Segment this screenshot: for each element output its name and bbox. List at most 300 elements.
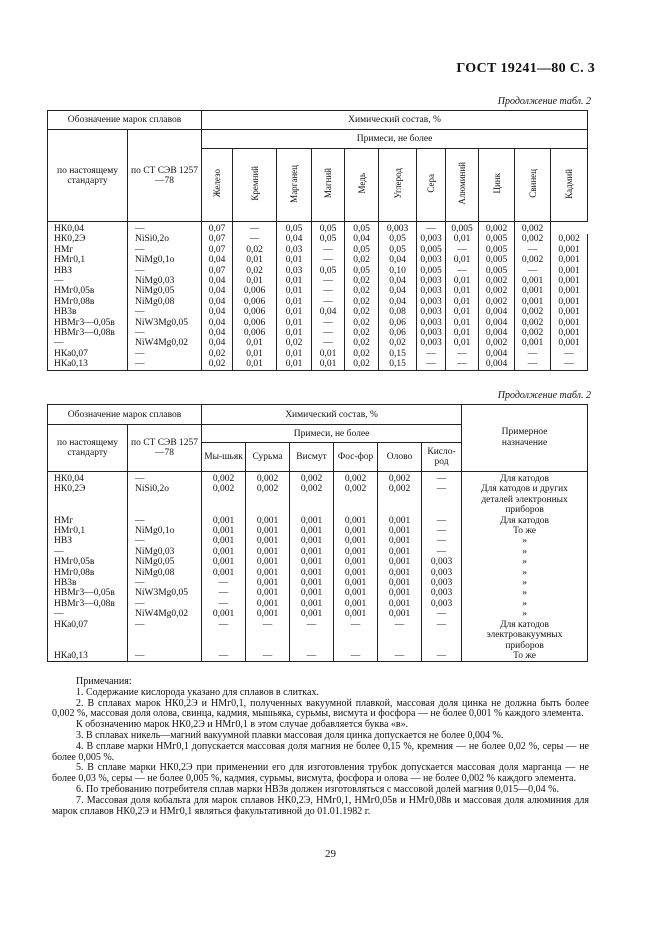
column-header-6 <box>417 149 446 222</box>
table-row <box>48 651 588 662</box>
value-cell: 0,002 <box>202 472 246 485</box>
value-cell: 0,006 <box>233 307 277 317</box>
value-cell: 0,001 <box>246 609 290 619</box>
value-cell: 0,004 <box>479 359 515 370</box>
value-cell: 0,001 <box>378 599 422 609</box>
value-cell: 0,001 <box>515 297 551 307</box>
value-cell: 0,001 <box>290 568 334 578</box>
current-standard-header: по настоящему стандарту <box>48 130 128 222</box>
grade-name: НВЗ <box>48 266 128 276</box>
sev-grade: NiMg0,03 <box>128 547 202 557</box>
value-cell: — <box>202 578 246 588</box>
value-cell: — <box>290 620 334 651</box>
value-cell: 0,001 <box>515 286 551 296</box>
grade-name: НМг0,05в <box>48 557 128 567</box>
value-cell: 0,001 <box>290 536 334 546</box>
value-cell: 0,01 <box>233 349 277 359</box>
value-cell: 0,01 <box>312 359 345 370</box>
current-standard-header: по настоящему стандарту <box>48 425 128 472</box>
value-cell: 0,01 <box>277 328 312 338</box>
value-cell: 0,04 <box>379 276 417 286</box>
table-bottom <box>48 662 588 663</box>
value-cell: 0,01 <box>446 318 479 328</box>
grade-name: НК0,04 <box>48 472 128 485</box>
grade-name: НКа0,07 <box>48 349 128 359</box>
purpose-cell <box>462 568 588 578</box>
value-cell: 0,01 <box>233 255 277 265</box>
grade-name: НМг <box>48 516 128 526</box>
value-cell: — <box>422 651 462 662</box>
column-label: Медь <box>356 173 367 194</box>
value-cell: 0,002 <box>479 276 515 286</box>
note-item: 1. Содержание кислорода указано для сплавов в слитках. <box>76 686 319 698</box>
composition-header: Химический состав, % <box>202 111 588 130</box>
value-cell: 0,001 <box>334 609 378 619</box>
grade-header: Обозначение марок сплавов <box>48 405 202 425</box>
sev-grade: — <box>128 620 202 651</box>
value-cell: 0,05 <box>312 234 345 244</box>
value-cell: 0,001 <box>334 516 378 526</box>
value-cell: 0,001 <box>290 578 334 588</box>
grade-name: НК0,2Э <box>48 484 128 515</box>
column-header-3 <box>312 149 345 222</box>
value-cell: 0,001 <box>551 266 588 276</box>
value-cell: 0,001 <box>290 516 334 526</box>
value-cell: 0,003 <box>422 568 462 578</box>
notes-title: Примечания: <box>76 676 132 687</box>
value-cell: 0,01 <box>277 359 312 370</box>
table-row <box>48 557 588 567</box>
value-cell: 0,02 <box>345 297 379 307</box>
value-cell: 0,15 <box>379 349 417 359</box>
notes <box>52 677 589 817</box>
value-cell: 0,002 <box>202 484 246 515</box>
column-header-8 <box>479 149 515 222</box>
value-cell: 0,001 <box>290 609 334 619</box>
grade-name: — <box>48 276 128 286</box>
purpose-text: То же <box>513 650 536 661</box>
column-label: Свинец <box>527 169 538 198</box>
value-cell: 0,07 <box>202 234 233 244</box>
value-cell: 0,001 <box>551 286 588 296</box>
value-cell: 0,002 <box>479 338 515 348</box>
value-cell: 0,01 <box>277 318 312 328</box>
grade-name: НКа0,13 <box>48 651 128 662</box>
purpose-text: Для катодов <box>500 515 550 526</box>
value-cell: 0,001 <box>334 588 378 598</box>
value-cell: 0,01 <box>277 349 312 359</box>
value-cell: 0,02 <box>345 318 379 328</box>
table-row <box>48 547 588 557</box>
table-row <box>48 599 588 609</box>
value-cell: 0,001 <box>334 599 378 609</box>
value-cell: 0,03 <box>277 245 312 255</box>
column-label: Углерод <box>392 168 403 199</box>
value-cell: 0,001 <box>246 557 290 567</box>
value-cell: 0,04 <box>202 318 233 328</box>
value-cell: 0,003 <box>417 234 446 244</box>
value-cell: — <box>422 526 462 536</box>
value-cell: — <box>515 266 551 276</box>
value-cell: 0,05 <box>379 245 417 255</box>
value-cell: — <box>246 620 290 651</box>
table-row <box>48 222 588 235</box>
purpose-text: » <box>522 578 527 589</box>
value-cell: — <box>312 338 345 348</box>
column-header-5: Кисло-род <box>422 443 462 472</box>
value-cell: 0,001 <box>334 536 378 546</box>
value-cell: 0,005 <box>479 255 515 265</box>
table-row <box>48 588 588 598</box>
value-cell: 0,02 <box>379 338 417 348</box>
value-cell: 0,001 <box>290 547 334 557</box>
column-header-1 <box>233 149 277 222</box>
table-row <box>48 276 588 286</box>
value-cell: — <box>312 245 345 255</box>
sev-grade: — <box>128 651 202 662</box>
table-row <box>48 349 588 359</box>
value-cell: 0,05 <box>312 266 345 276</box>
purpose-cell <box>462 484 588 515</box>
column-header-0 <box>202 149 233 222</box>
value-cell: 0,001 <box>551 297 588 307</box>
value-cell: 0,003 <box>417 276 446 286</box>
value-cell: 0,004 <box>479 349 515 359</box>
sev-grade: — <box>128 472 202 485</box>
grade-name: — <box>48 338 128 348</box>
sev-grade: NiSi0,2о <box>128 484 202 515</box>
value-cell: 0,01 <box>446 276 479 286</box>
value-cell: 0,01 <box>277 255 312 265</box>
value-cell: — <box>378 651 422 662</box>
purpose-text: » <box>522 567 527 578</box>
value-cell: 0,002 <box>479 222 515 235</box>
value-cell: 0,003 <box>422 557 462 567</box>
column-header-3: Фос-фор <box>334 443 378 472</box>
value-cell: 0,002 <box>479 286 515 296</box>
value-cell: 0,01 <box>277 276 312 286</box>
value-cell: 0,04 <box>202 286 233 296</box>
table-row <box>48 307 588 317</box>
purpose-cell <box>462 516 588 526</box>
value-cell: 0,001 <box>551 245 588 255</box>
value-cell: 0,04 <box>202 338 233 348</box>
sev-grade: — <box>128 599 202 609</box>
grade-name: НМг0,08в <box>48 297 128 307</box>
value-cell: 0,006 <box>233 318 277 328</box>
value-cell: — <box>417 349 446 359</box>
value-cell: — <box>378 620 422 651</box>
value-cell: — <box>290 651 334 662</box>
value-cell: 0,02 <box>345 359 379 370</box>
table-row <box>48 328 588 338</box>
value-cell: 0,02 <box>345 338 379 348</box>
composition-header: Химический состав, % <box>202 405 462 425</box>
value-cell: 0,002 <box>515 318 551 328</box>
purpose-cell <box>462 472 588 485</box>
sev-grade: NiMg0,1о <box>128 255 202 265</box>
value-cell: — <box>446 349 479 359</box>
purpose-cell <box>462 578 588 588</box>
purpose-text: Для катодов <box>500 474 550 484</box>
value-cell: — <box>233 222 277 235</box>
value-cell: — <box>312 276 345 286</box>
value-cell: 0,001 <box>551 307 588 317</box>
table-row <box>48 338 588 348</box>
value-cell: 0,003 <box>417 297 446 307</box>
value-cell: 0,08 <box>379 307 417 317</box>
value-cell: 0,001 <box>202 568 246 578</box>
column-label: Кадмий <box>564 168 575 199</box>
value-cell: 0,001 <box>246 536 290 546</box>
value-cell: — <box>422 620 462 651</box>
table-row <box>48 526 588 536</box>
purpose-cell <box>462 620 588 651</box>
table-row <box>48 359 588 370</box>
purpose-text: » <box>522 588 527 599</box>
table-row <box>48 484 588 515</box>
purpose-text: » <box>522 557 527 568</box>
value-cell: 0,02 <box>345 286 379 296</box>
value-cell: 0,001 <box>515 276 551 286</box>
grade-name: НКа0,07 <box>48 620 128 651</box>
value-cell: — <box>202 599 246 609</box>
value-cell: 0,01 <box>233 359 277 370</box>
value-cell: 0,002 <box>515 222 551 235</box>
value-cell: 0,04 <box>202 297 233 307</box>
value-cell: 0,07 <box>202 245 233 255</box>
bottom-rule <box>48 370 588 371</box>
note-item: 3. В сплавах никель—магний вакуумной плавки массовая доля цинка допускается не более 0,004 %. <box>76 729 504 741</box>
purpose-header: Примерное назначение <box>462 405 588 472</box>
value-cell: 0,001 <box>246 588 290 598</box>
value-cell: — <box>417 222 446 235</box>
value-cell: — <box>422 516 462 526</box>
value-cell: 0,001 <box>378 568 422 578</box>
column-label: Железо <box>212 169 223 198</box>
value-cell: 0,003 <box>422 588 462 598</box>
value-cell: — <box>422 536 462 546</box>
sev-grade: NiW3Mg0,05 <box>128 588 202 598</box>
column-header-2: Висмут <box>290 443 334 472</box>
value-cell: 0,001 <box>515 338 551 348</box>
composition-table-1 <box>47 110 588 371</box>
table-row <box>48 245 588 255</box>
sev-grade: — <box>128 516 202 526</box>
value-cell: 0,001 <box>378 588 422 598</box>
purpose-text: » <box>522 598 527 609</box>
sev-grade: NiMg0,08 <box>128 297 202 307</box>
value-cell: 0,001 <box>246 547 290 557</box>
sev-grade: — <box>128 266 202 276</box>
value-cell: 0,005 <box>446 222 479 235</box>
grade-name: НМг0,08в <box>48 568 128 578</box>
column-label: Сера <box>426 174 437 193</box>
grade-name: НМг0,1 <box>48 526 128 536</box>
table-row <box>48 620 588 651</box>
value-cell: 0,001 <box>334 547 378 557</box>
value-cell: 0,01 <box>446 338 479 348</box>
note-item: 5. В сплаве марки НК0,2Э при применении его для изготовления трубок допускается массовая доля марганца — не более 0,03 %, серы — не более 0,005 %, кадмия, сурьмы, висмута, фосфора и олова — не более 0,002 % каждого элемента. <box>52 762 589 785</box>
value-cell: 0,01 <box>446 297 479 307</box>
value-cell: 0,01 <box>446 286 479 296</box>
sev-grade: — <box>128 578 202 588</box>
value-cell: — <box>446 359 479 370</box>
value-cell: — <box>515 245 551 255</box>
column-label: Кремний <box>249 166 260 201</box>
value-cell: 0,001 <box>202 557 246 567</box>
purpose-text: » <box>522 546 527 557</box>
value-cell: 0,001 <box>334 557 378 567</box>
value-cell: — <box>312 328 345 338</box>
value-cell: 0,006 <box>233 328 277 338</box>
value-cell: 0,002 <box>246 472 290 485</box>
sev-grade: — <box>128 536 202 546</box>
value-cell: 0,07 <box>202 222 233 235</box>
value-cell: — <box>446 245 479 255</box>
sev-grade: — <box>128 359 202 370</box>
grade-name: НМг0,05в <box>48 286 128 296</box>
value-cell: — <box>202 588 246 598</box>
value-cell: 0,06 <box>379 318 417 328</box>
value-cell: 0,02 <box>233 245 277 255</box>
value-cell: — <box>334 620 378 651</box>
column-header-4: Олово <box>378 443 422 472</box>
purpose-cell <box>462 547 588 557</box>
value-cell: 0,002 <box>290 472 334 485</box>
value-cell: 0,001 <box>551 318 588 328</box>
value-cell: 0,01 <box>446 328 479 338</box>
grade-name: НВМг3—0,08в <box>48 599 128 609</box>
table-row <box>48 609 588 619</box>
value-cell: 0,001 <box>551 276 588 286</box>
value-cell: 0,05 <box>379 234 417 244</box>
sev-grade: NiW4Mg0,02 <box>128 338 202 348</box>
value-cell: 0,001 <box>378 516 422 526</box>
value-cell: 0,02 <box>345 349 379 359</box>
sev-grade: NiMg0,05 <box>128 557 202 567</box>
column-label: Алюминий <box>457 162 468 205</box>
grade-name: НМг <box>48 245 128 255</box>
value-cell: 0,001 <box>202 516 246 526</box>
value-cell: 0,001 <box>334 578 378 588</box>
value-cell: 0,003 <box>417 255 446 265</box>
value-cell: — <box>312 286 345 296</box>
value-cell: 0,001 <box>246 578 290 588</box>
sev-grade: — <box>128 245 202 255</box>
column-label: Цинк <box>491 173 502 194</box>
value-cell: 0,04 <box>379 255 417 265</box>
value-cell: — <box>417 359 446 370</box>
table-row <box>48 286 588 296</box>
page-header: ГОСТ 19241—80 С. 3 <box>456 61 595 76</box>
value-cell: 0,04 <box>202 255 233 265</box>
value-cell: — <box>551 349 588 359</box>
value-cell: 0,003 <box>417 338 446 348</box>
value-cell: 0,002 <box>515 307 551 317</box>
value-cell: 0,005 <box>479 266 515 276</box>
value-cell: 0,002 <box>479 297 515 307</box>
value-cell: 0,001 <box>378 526 422 536</box>
note-item: 7. Массовая доля кобальта для марок сплавов НК0,2Э, НМг0,1, НМг0,05в и НМг0,08в и массовая доля алюминия для марок сплавов НК0,2Э и НМг0,1 являться факультативной до 01.01.1982 г. <box>52 794 589 817</box>
column-header-9 <box>515 149 551 222</box>
value-cell: 0,02 <box>345 307 379 317</box>
value-cell: 0,15 <box>379 359 417 370</box>
value-cell: 0,002 <box>246 484 290 515</box>
table-row <box>48 568 588 578</box>
grade-name: НВ3в <box>48 307 128 317</box>
sev-grade: NiW3Mg0,05 <box>128 318 202 328</box>
value-cell: — <box>246 651 290 662</box>
value-cell: 0,01 <box>446 234 479 244</box>
table-row <box>48 318 588 328</box>
impurities-header: Примеси, не более <box>202 425 462 443</box>
grade-name: НМг0,1 <box>48 255 128 265</box>
value-cell: 0,001 <box>334 568 378 578</box>
value-cell: 0,005 <box>479 234 515 244</box>
value-cell: 0,04 <box>312 307 345 317</box>
table-bottom <box>48 370 588 371</box>
value-cell: 0,05 <box>345 245 379 255</box>
grade-name: НВМг3—0,05в <box>48 588 128 598</box>
value-cell: 0,002 <box>515 328 551 338</box>
value-cell: 0,005 <box>479 245 515 255</box>
value-cell: 0,02 <box>345 255 379 265</box>
value-cell: 0,003 <box>417 286 446 296</box>
sev-grade: NiMg0,1о <box>128 526 202 536</box>
value-cell: — <box>312 297 345 307</box>
column-label: Марганец <box>289 164 300 203</box>
value-cell: 0,001 <box>246 599 290 609</box>
value-cell: 0,004 <box>479 307 515 317</box>
purpose-cell <box>462 609 588 619</box>
column-header-2 <box>277 149 312 222</box>
value-cell: 0,001 <box>334 526 378 536</box>
value-cell: 0,04 <box>379 286 417 296</box>
value-cell: 0,002 <box>334 472 378 485</box>
value-cell: 0,002 <box>515 255 551 265</box>
value-cell: 0,04 <box>345 234 379 244</box>
value-cell: 0,005 <box>417 245 446 255</box>
value-cell: — <box>515 349 551 359</box>
value-cell: 0,02 <box>202 349 233 359</box>
value-cell: 0,01 <box>277 297 312 307</box>
value-cell: — <box>202 651 246 662</box>
value-cell: 0,001 <box>551 338 588 348</box>
value-cell: 0,004 <box>479 328 515 338</box>
value-cell: 0,002 <box>551 234 588 244</box>
value-cell: 0,001 <box>202 536 246 546</box>
value-cell: 0,002 <box>378 484 422 515</box>
value-cell: — <box>422 484 462 515</box>
value-cell: 0,001 <box>290 557 334 567</box>
value-cell: — <box>551 359 588 370</box>
table-row <box>48 578 588 588</box>
value-cell: 0,01 <box>446 307 479 317</box>
value-cell: 0,001 <box>551 328 588 338</box>
value-cell: 0,03 <box>277 266 312 276</box>
value-cell: 0,01 <box>312 349 345 359</box>
value-cell: 0,003 <box>422 578 462 588</box>
column-header-7 <box>446 149 479 222</box>
sev-header: по СТ СЭВ 1257—78 <box>128 425 202 472</box>
bottom-rule <box>48 662 588 663</box>
value-cell: — <box>233 234 277 244</box>
value-cell: 0,006 <box>233 297 277 307</box>
table-row <box>48 536 588 546</box>
value-cell: 0,10 <box>379 266 417 276</box>
value-cell: 0,006 <box>233 286 277 296</box>
